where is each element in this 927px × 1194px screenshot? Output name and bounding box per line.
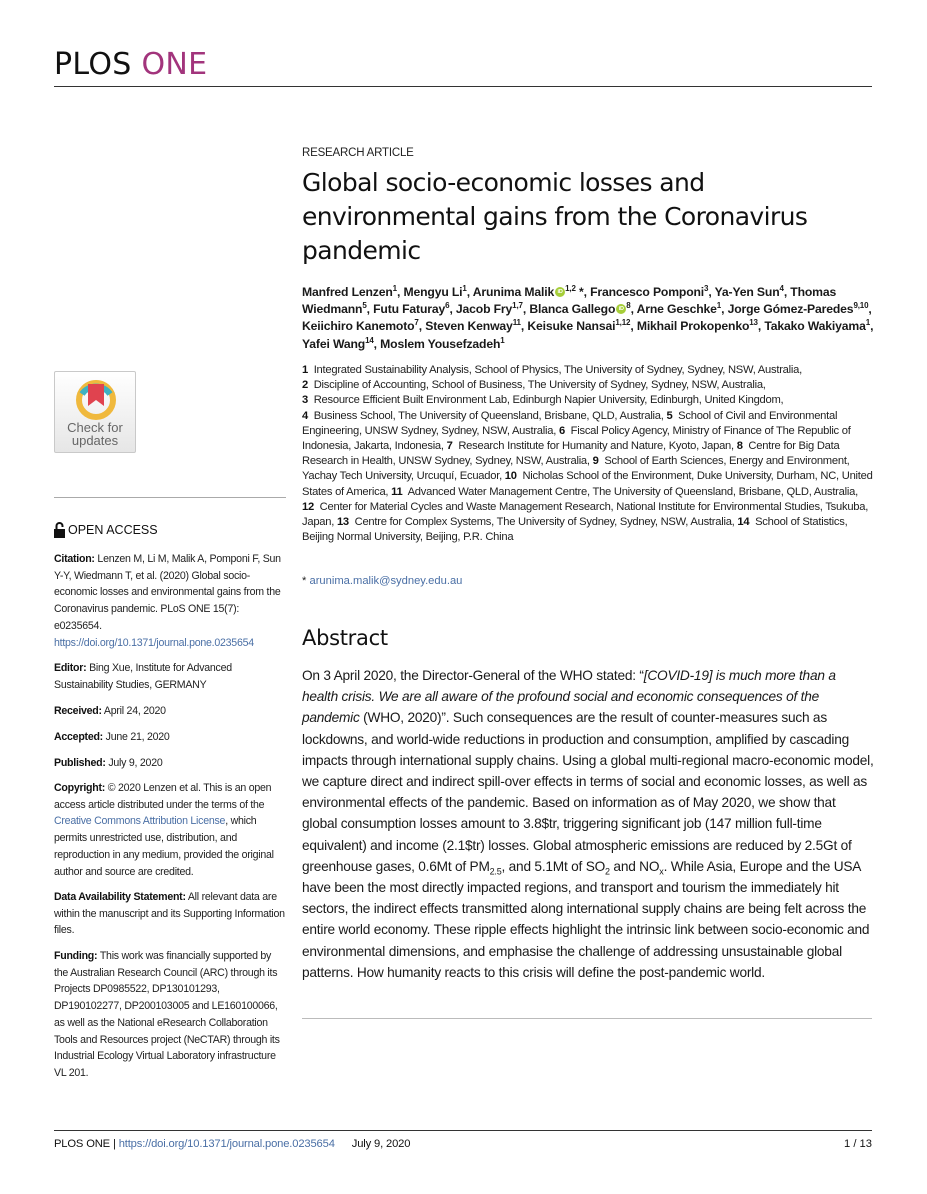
logo-one: ONE bbox=[141, 47, 208, 82]
data-availability-block bbox=[54, 889, 286, 939]
affiliation: 2 Discipline of Accounting, School of Business, The University of Sydney, Sydney, NSW, Australia, bbox=[302, 379, 766, 392]
received-block bbox=[54, 703, 286, 720]
affiliation: 3 Resource Efficient Built Environment Lab, Edinburgh Napier University, Edinburgh, United Kingdom, bbox=[302, 394, 784, 407]
affiliation: 13 Centre for Complex Systems, The University of Sydney, Sydney, NSW, Australia, bbox=[336, 516, 738, 529]
affiliation: 6 Fiscal Policy Agency, Ministry of Finance of The Republic of Indonesia, Jakarta, Indonesia, bbox=[302, 424, 851, 453]
author-affiliation-ref: 7 bbox=[414, 318, 419, 328]
citation-block bbox=[54, 551, 286, 651]
citation-text: Lenzen M, Li M, Malik A, Pomponi F, Sun Y-Y, Wiedmann T, et al. (2020) Global socio-economic losses and environmental gains from the Coronavirus pandemic. PLoS ONE 15(7): e0235654. bbox=[54, 553, 281, 632]
subscript: 2 bbox=[605, 866, 610, 877]
corresponding-email bbox=[302, 575, 874, 587]
author-list: Manfred Lenzen$^1$, Mengyu Li$^1$, Arunima Malik iD $^{1,2}$ *, Francesco Pomponi$^3$, Ya-Yen Sun$^4$, Thomas Wiedmann$^5$, Futu Faturay$^6$, Jacob Fry$^{1,7}$, Blanca Gallego iD $^8$, Arne Geschke$^1$, Jorge Gómez-Paredes$^{9,10}$, Keiichiro Kanemoto$^7$, Steven Kenway$^{11}$, Keisuke Nansai$^{1,12}$, Mikhail Prokopenko$^{13}$, Takako Wakiyama$^1$, Yafei Wang$^{14}$, Moslem Yousefzadeh$^1$ bbox=[302, 284, 874, 353]
footer-doi-link[interactable]: https://doi.org/10.1371/journal.pone.0235654 bbox=[118, 1138, 335, 1150]
who-quote: [COVID-19] is much more than a health crisis. We are all aware of the profound social and economic consequences of the pandemic bbox=[302, 668, 836, 726]
author: Futu Faturay$^6$ bbox=[373, 301, 450, 317]
published-date: July 9, 2020 bbox=[108, 757, 163, 769]
open-access-text: OPEN ACCESS bbox=[68, 523, 158, 537]
abstract-text bbox=[302, 665, 874, 983]
published-block bbox=[54, 755, 286, 772]
author-affiliation-ref: 1 bbox=[865, 318, 871, 328]
article-title: Global socio-economic losses and environmental gains from the Coronavirus pandemic bbox=[302, 168, 808, 265]
author-affiliation-ref: 1,12 bbox=[615, 318, 631, 328]
author: Takako Wakiyama$^1$ bbox=[764, 318, 871, 334]
citation-label: Citation: bbox=[54, 553, 95, 565]
corresponding-marker: * bbox=[302, 575, 307, 587]
author: Moslem Yousefzadeh$^1$ bbox=[380, 335, 505, 351]
citation-doi-link[interactable]: https://doi.org/10.1371/journal.pone.0235654 bbox=[54, 636, 254, 649]
footer-divider bbox=[54, 1130, 872, 1131]
data-availability-text: All relevant data are within the manuscript and its Supporting Information files. bbox=[54, 891, 285, 937]
author-affiliation-ref: 9,10 bbox=[853, 301, 869, 311]
funding-text: This work was financially supported by the Australian Research Council (ARC) through its Projects DP0985522, DP130101293, DP190102277, DP200103005 and LE160100066, as well as the National eResearch Collaboration Tools and Resources project (NeCTAR) through its Industrial Ecology Virtual Laboratory infrastructure VL 201. bbox=[54, 950, 280, 1079]
article-type: RESEARCH ARTICLE bbox=[302, 147, 414, 159]
copyright-text-cont: , which permits unrestricted use, distribution, and reproduction in any medium, provided the original author and source are credited. bbox=[54, 815, 274, 878]
author: Steven Kenway$^{11}$ bbox=[425, 318, 521, 334]
open-access-label bbox=[54, 522, 158, 538]
accepted-date: June 21, 2020 bbox=[105, 731, 170, 743]
author-affiliation-ref: 6 bbox=[445, 301, 450, 311]
check-for-updates-badge[interactable] bbox=[54, 371, 136, 453]
abstract-part: , and 5.1Mt of SO bbox=[501, 858, 606, 874]
orcid-icon[interactable] bbox=[555, 287, 565, 297]
received-date: April 24, 2020 bbox=[103, 705, 166, 717]
funding-label: Funding: bbox=[54, 950, 98, 962]
author: Manfred Lenzen$^1$ bbox=[302, 283, 397, 299]
author: Mengyu Li$^1$ bbox=[403, 283, 467, 299]
author: Thomas Wiedmann$^5$ bbox=[302, 285, 837, 317]
received-label: Received: bbox=[54, 705, 102, 717]
author-affiliation-ref: 1 bbox=[462, 283, 467, 293]
page-number: 1 / 13 bbox=[844, 1138, 872, 1150]
author: Jacob Fry$^{1,7}$ bbox=[455, 301, 523, 317]
author: Arunima Malik iD $^{1,2}$ * bbox=[473, 285, 584, 299]
author-affiliation-ref: 3 bbox=[704, 283, 709, 293]
copyright-label: Copyright: bbox=[54, 782, 106, 794]
affiliation: 5 School of Civil and Environmental Engineering, UNSW Sydney, Sydney, NSW, Australia, bbox=[302, 409, 838, 437]
author-affiliation-ref: 14 bbox=[365, 335, 374, 345]
page-footer bbox=[54, 1138, 410, 1150]
footer-date: July 9, 2020 bbox=[351, 1138, 411, 1150]
affiliation: 4 Business School, The University of Queensland, Brisbane, QLD, Australia, bbox=[302, 409, 667, 422]
logo-plos: PLOS bbox=[54, 47, 132, 82]
affiliation: 12 Center for Material Cycles and Waste Management Research, National Institute for Environmental Studies, Tsukuba, Japan, bbox=[302, 500, 869, 529]
abstract-part: (WHO, 2020)”. Such consequences are the result of counter-measures such as lockdowns, and world-wide reductions in production and consumption, amplified by cascading impacts through international supply chains. Using a global multi-regional macro-economic model, we capture direct and indirect spill-over effects in terms of social and economic losses, as well as environmental effects of the pandemic. Based on information as of May 2020, we show that global consumption losses amount to 3.8$tr, triggering significant job (147 million full-time equivalent) and income (2.1$tr) losses. Global atmospheric emissions are reduced by 2.5Gt of greenhouse gases, 0.6Mt of PM bbox=[302, 710, 874, 874]
affiliation: 11 Advanced Water Management Centre, The University of Queensland, Brisbane, QLD, Australia, bbox=[391, 485, 858, 498]
author: Yafei Wang$^{14}$ bbox=[302, 335, 374, 351]
license-link[interactable]: Creative Commons Attribution License bbox=[54, 815, 226, 828]
editor-block bbox=[54, 660, 286, 693]
editor-text: Bing Xue, Institute for Advanced Sustainability Studies, GERMANY bbox=[54, 662, 232, 691]
author: Francesco Pomponi$^3$ bbox=[590, 283, 709, 299]
affiliation: 9 School of Earth Sciences, Energy and Environment, Yachay Tech University, Urcuquí, Ecuador, bbox=[302, 455, 850, 483]
author-affiliation-ref: 11 bbox=[512, 318, 521, 328]
author-affiliation-ref: 1,2 bbox=[565, 283, 576, 293]
editor-label: Editor: bbox=[54, 662, 87, 674]
header-divider bbox=[54, 86, 872, 87]
affiliation: 8 Centre for Big Data Research in Health, UNSW Sydney, Sydney, NSW, Australia, bbox=[302, 440, 840, 468]
author: Keiichiro Kanemoto$^7$ bbox=[302, 318, 419, 334]
check-for-updates-label: Check for updates bbox=[67, 420, 123, 448]
funding-block bbox=[54, 948, 286, 1082]
subscript: 2.5 bbox=[489, 866, 502, 877]
author-affiliation-ref: 1,7 bbox=[512, 301, 523, 311]
accepted-label: Accepted: bbox=[54, 731, 103, 743]
abstract-part: On 3 April 2020, the Director-General of the WHO stated: “ bbox=[302, 668, 644, 683]
sidebar-divider bbox=[54, 497, 286, 498]
subscript: x bbox=[659, 866, 664, 877]
open-lock-icon bbox=[54, 522, 65, 538]
author: Keisuke Nansai$^{1,12}$ bbox=[527, 318, 631, 334]
author: Blanca Gallego iD $^8$ bbox=[529, 302, 630, 316]
footer-journal: PLOS ONE | bbox=[54, 1138, 116, 1150]
copyright-block bbox=[54, 780, 286, 880]
abstract-heading: Abstract bbox=[302, 626, 388, 650]
author: Arne Geschke$^1$ bbox=[636, 301, 722, 317]
author-affiliation-ref: 5 bbox=[362, 301, 367, 311]
data-availability-label: Data Availability Statement: bbox=[54, 891, 186, 903]
affiliation: 14 School of Statistics, Beijing Normal University, Beijing, P.R. China bbox=[302, 516, 848, 544]
abstract-part: and NO bbox=[609, 858, 660, 874]
journal-logo[interactable] bbox=[54, 48, 207, 82]
author-affiliation-ref: 1 bbox=[500, 335, 505, 345]
affiliation: 1 Integrated Sustainability Analysis, School of Physics, The University of Sydney, Sydney, NSW, Australia, bbox=[302, 364, 802, 376]
author-affiliation-ref: 1 bbox=[392, 283, 397, 293]
email-link[interactable]: arunima.malik@sydney.edu.au bbox=[309, 575, 463, 587]
author: Ya-Yen Sun$^4$ bbox=[714, 283, 784, 299]
author-affiliation-ref: 1 bbox=[716, 301, 722, 311]
orcid-icon[interactable] bbox=[616, 304, 626, 314]
author: Mikhail Prokopenko$^{13}$ bbox=[636, 318, 758, 334]
crossmark-icon bbox=[74, 378, 118, 422]
author-affiliation-ref: 13 bbox=[749, 318, 758, 328]
published-label: Published: bbox=[54, 757, 106, 769]
affiliation: 10 Nicholas School of the Environment, Duke University, Durham, NC, United States of America, bbox=[302, 470, 873, 498]
affiliation-list bbox=[302, 363, 874, 545]
author: Jorge Gómez-Paredes$^{9,10}$ bbox=[727, 301, 869, 317]
author-affiliation-ref: 8 bbox=[626, 301, 631, 311]
abstract-part: . While Asia, Europe and the USA have been the most directly impacted regions, and transport and tourism the immediately hit sectors, the indirect effects transmitted along international supply chains are being felt across the entire world economy. These ripple effects highlight the intrinsic link between socio-economic and environmental dimensions, and emphasise the challenge of addressing unsustainable global patterns. How humanity reacts to this crisis will define the post-pandemic world. bbox=[302, 858, 870, 980]
copyright-text: © 2020 Lenzen et al. This is an open access article distributed under the terms of the bbox=[54, 782, 272, 811]
abstract-divider bbox=[302, 1018, 872, 1019]
accepted-block bbox=[54, 729, 286, 746]
affiliation: 7 Research Institute for Humanity and Nature, Kyoto, Japan, bbox=[446, 440, 737, 453]
author-affiliation-ref: 4 bbox=[779, 283, 784, 293]
